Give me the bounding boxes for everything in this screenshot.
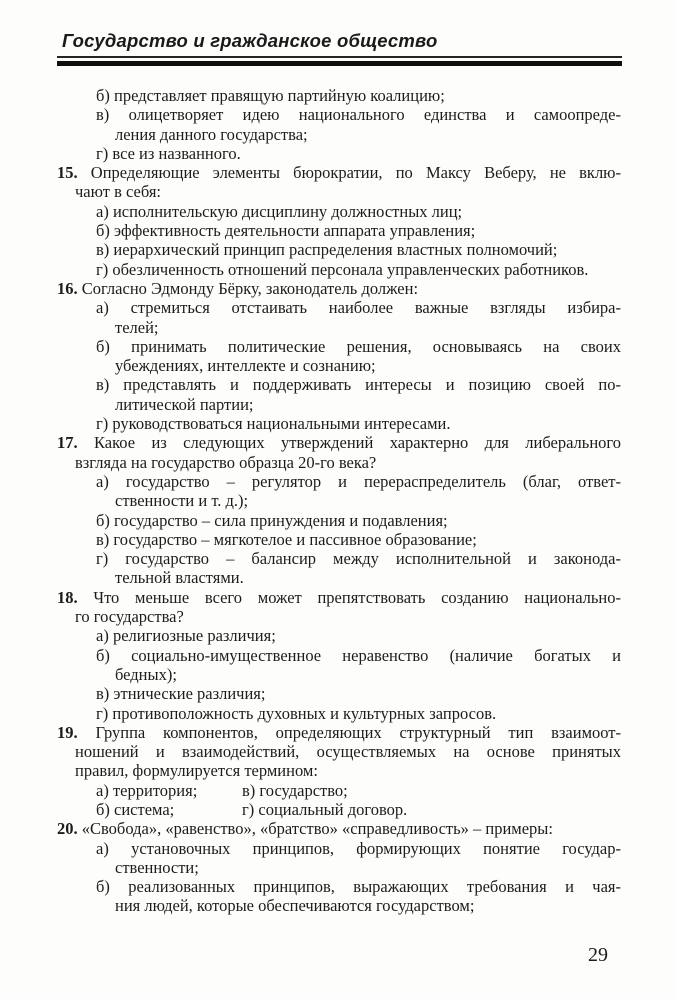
option-text-line: обезличенность отношений персонала управленческих работников. xyxy=(112,259,589,279)
question-text: взгляда на государство образца 20-го века? xyxy=(75,452,377,472)
option-text-line: эффективность деятельности аппарата управления; xyxy=(114,221,476,241)
option-line xyxy=(57,240,621,259)
option-text-line: территория; xyxy=(112,780,198,800)
option-label: б) xyxy=(96,221,110,241)
option-line xyxy=(57,298,621,317)
option-line xyxy=(57,125,621,144)
option-label: г) xyxy=(96,259,109,279)
option-text-line: ния людей, которые обеспечиваются государством; xyxy=(115,896,475,916)
questions-list xyxy=(57,86,621,916)
option-label: а) xyxy=(96,298,109,318)
option-label: в) xyxy=(96,375,110,395)
question-text: «Свобода», «равенство», «братство» «справедливость» – примеры: xyxy=(81,819,553,839)
option-label: г) xyxy=(96,414,109,434)
option-text-line: ственности; xyxy=(115,857,199,877)
option-label: г) xyxy=(96,143,109,163)
option-text-line: иерархический принцип распределения властных полномочий; xyxy=(113,240,558,260)
option-line xyxy=(57,356,621,375)
answer-option xyxy=(57,105,621,144)
question-19 xyxy=(57,723,621,819)
question-number: 16. xyxy=(57,278,78,298)
option-text-line: ления данного государства; xyxy=(115,124,308,144)
option-label: б) xyxy=(96,877,110,897)
question-text: го государства? xyxy=(75,607,184,627)
option-line xyxy=(57,105,621,124)
option-line xyxy=(57,646,621,665)
option-label: а) xyxy=(96,626,109,646)
question-number: 18. xyxy=(57,587,78,607)
option-text-line: государство – регулятор и перераспределитель (благ, ответ- xyxy=(125,471,621,491)
option-line xyxy=(57,549,621,568)
question-text: Что меньше всего может препятствовать созданию национально- xyxy=(93,587,622,607)
option-label: а) xyxy=(96,201,109,221)
option-line xyxy=(57,202,621,221)
option-line xyxy=(57,395,621,414)
question-text-line xyxy=(57,588,621,607)
question-16 xyxy=(57,279,621,433)
answer-option xyxy=(57,240,621,259)
option-text-line: стремиться отстаивать наиболее важные взгляды избира- xyxy=(130,298,622,318)
option-line xyxy=(57,568,621,587)
question-text: ношений и взаимодействий, осуществляемых на основе принятых xyxy=(75,742,621,762)
option-line xyxy=(57,375,621,394)
question-text: Какое из следующих утверждений характерно для либерального xyxy=(94,433,622,453)
question-text: Определяющие элементы бюрократии, по Максу Веберу, не вклю- xyxy=(90,163,621,183)
option-text-line: убеждениях, интеллекте и сознанию; xyxy=(115,356,376,376)
option-label: а) xyxy=(96,471,109,491)
running-head-title: Государство и гражданское общество xyxy=(62,30,438,51)
header-rule-thin xyxy=(57,56,622,58)
option-line xyxy=(57,877,621,896)
question-number: 19. xyxy=(57,722,78,742)
answer-option xyxy=(96,800,242,819)
question-text: Согласно Эдмонду Бёрку, законодатель должен: xyxy=(81,278,419,298)
option-text-line: олицетворяет идею национального единства и самоопреде- xyxy=(128,105,622,125)
option-line xyxy=(57,839,621,858)
option-line xyxy=(57,626,621,645)
option-label: в) xyxy=(96,105,110,125)
option-text-line: социально-имущественное неравенство (наличие богатых и xyxy=(131,645,621,665)
question-text-line xyxy=(57,163,621,182)
option-text-line: руководствоваться национальными интересами. xyxy=(112,414,451,434)
question-18 xyxy=(57,588,621,723)
page-header xyxy=(57,30,622,66)
option-label: г) xyxy=(96,703,109,723)
answer-option xyxy=(57,626,621,645)
option-label: в) xyxy=(96,240,110,260)
option-text-line: этнические различия; xyxy=(113,684,266,704)
option-label: а) xyxy=(96,780,109,800)
option-text-line: принимать политические решения, основываясь на своих xyxy=(131,336,622,356)
answer-option xyxy=(57,414,621,433)
option-text-line: все из названного. xyxy=(112,143,241,163)
question-text: Группа компонентов, определяющих структурный тип взаимоот- xyxy=(95,722,622,742)
option-label: г) xyxy=(96,549,109,569)
question-text-line xyxy=(57,433,621,452)
option-text-line: представляет правящую партийную коалицию; xyxy=(114,86,445,105)
option-text-line: телей; xyxy=(115,317,159,337)
option-label: в) xyxy=(96,529,110,549)
option-grid-row xyxy=(57,781,621,800)
question-text-line xyxy=(57,761,621,780)
option-line xyxy=(57,511,621,530)
answer-option xyxy=(242,781,348,800)
option-label: б) xyxy=(96,645,110,665)
option-line xyxy=(57,221,621,240)
option-label: б) xyxy=(96,510,110,530)
option-text-line: установочных принципов, формирующих понятие государ- xyxy=(131,838,621,858)
option-label: б) xyxy=(96,336,110,356)
question-text-line xyxy=(57,607,621,626)
option-label: в) xyxy=(96,684,110,704)
answer-option xyxy=(57,646,621,685)
answer-option xyxy=(57,704,621,723)
option-text-line: ственности и т. д.); xyxy=(115,491,249,511)
option-line xyxy=(57,472,621,491)
question-20 xyxy=(57,819,621,915)
option-line xyxy=(57,665,621,684)
option-line xyxy=(57,704,621,723)
option-line xyxy=(57,530,621,549)
header-rule-thick xyxy=(57,61,622,66)
option-text-line: религиозные различия; xyxy=(112,626,276,646)
page-number: 29 xyxy=(588,944,608,966)
question-text: правил, формулируется термином: xyxy=(75,761,318,781)
question-text-line xyxy=(57,723,621,742)
answer-option xyxy=(57,511,621,530)
option-line xyxy=(57,144,621,163)
question-text-line xyxy=(57,742,621,761)
option-line xyxy=(57,858,621,877)
question-15 xyxy=(57,163,621,279)
answer-option xyxy=(242,800,407,819)
answer-option xyxy=(96,781,242,800)
option-text-line: исполнительскую дисциплину должностных лиц; xyxy=(112,201,463,221)
answer-option xyxy=(57,337,621,376)
answer-option xyxy=(57,86,621,105)
answer-option xyxy=(57,839,621,878)
option-text-line: государство – мягкотелое и пассивное образование; xyxy=(113,529,477,549)
option-line xyxy=(57,414,621,433)
question-17 xyxy=(57,433,621,587)
answer-option xyxy=(57,375,621,414)
question-text-line xyxy=(57,819,621,838)
option-text-line: государство; xyxy=(259,780,348,800)
option-label: г) xyxy=(242,799,255,819)
answer-option xyxy=(57,549,621,588)
option-label: б) xyxy=(96,86,110,105)
answer-option xyxy=(57,298,621,337)
option-text-line: представлять и поддерживать интересы и позицию своей по- xyxy=(123,375,621,395)
option-text-line: противоположность духовных и культурных запросов. xyxy=(112,703,497,723)
option-text-line: бедных); xyxy=(115,664,177,684)
option-text-line: социальный договор. xyxy=(258,799,408,819)
answer-option xyxy=(57,260,621,279)
option-line xyxy=(57,318,621,337)
option-line xyxy=(57,337,621,356)
question-number: 17. xyxy=(57,433,78,453)
answer-option xyxy=(57,530,621,549)
option-text-line: тельной властями. xyxy=(115,568,244,588)
option-text-line: реализованных принципов, выражающих требования и чая- xyxy=(128,877,621,897)
option-label: б) xyxy=(96,799,110,819)
option-grid-row xyxy=(57,800,621,819)
option-line xyxy=(57,896,621,915)
question-text: чают в себя: xyxy=(75,182,161,202)
option-text-line: система; xyxy=(114,799,175,819)
answer-option xyxy=(57,877,621,916)
question-text-line xyxy=(57,182,621,201)
question-text-line xyxy=(57,453,621,472)
option-text-line: литической партии; xyxy=(115,394,254,414)
question-number: 15. xyxy=(57,163,78,183)
answer-option xyxy=(57,144,621,163)
option-line xyxy=(57,684,621,703)
answer-option xyxy=(57,202,621,221)
option-line xyxy=(57,491,621,510)
option-text-line: государство – сила принуждения и подавления; xyxy=(114,510,448,530)
option-label: а) xyxy=(96,838,109,858)
option-text-line: государство – балансир между исполнительной и законода- xyxy=(125,549,621,569)
question-number: 20. xyxy=(57,819,78,839)
answer-option xyxy=(57,684,621,703)
option-line xyxy=(57,86,621,105)
option-line xyxy=(57,260,621,279)
answer-option xyxy=(57,221,621,240)
question-text-line xyxy=(57,279,621,298)
option-label: в) xyxy=(242,780,256,800)
answer-option xyxy=(57,472,621,511)
